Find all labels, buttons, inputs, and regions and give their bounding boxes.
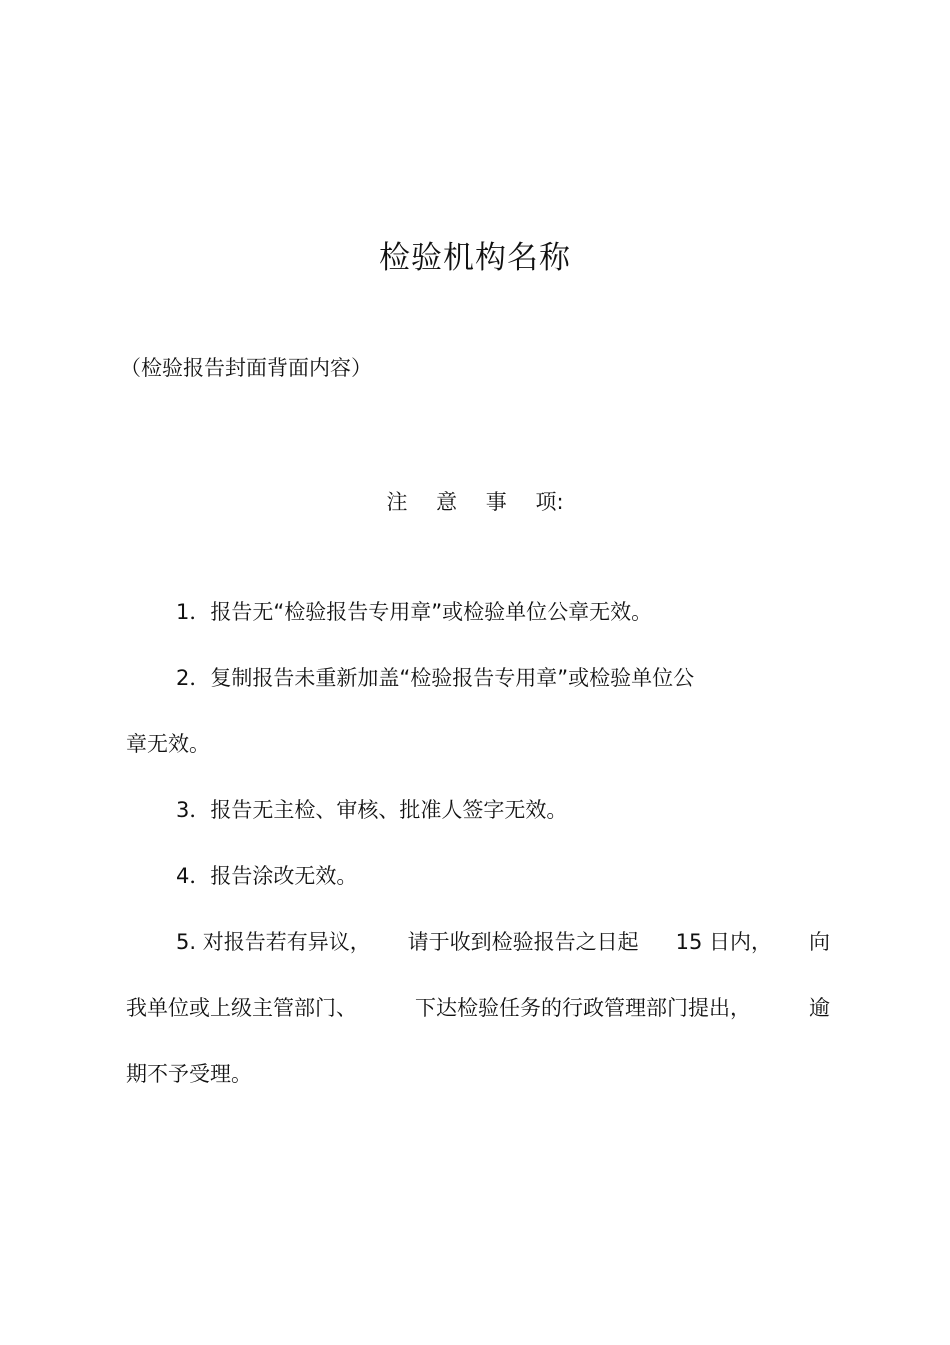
notice-heading: 注 意 事 项: (386, 490, 564, 514)
notice-item-5-line-2 (126, 992, 830, 1022)
notice-item-1: 1．报告无“检验报告专用章”或检验单位公章无效。 (176, 600, 653, 624)
notice-item-5-part: 逾 (809, 996, 830, 1020)
notice-item-4: 4．报告涂改无效。 (176, 864, 358, 888)
notice-item-2-line-1: 2．复制报告未重新加盖“检验报告专用章”或检验单位公 (176, 666, 695, 690)
notice-item-5-part: 下达检验任务的行政管理部门提出， (415, 996, 751, 1020)
notice-item-5-line-1 (176, 926, 830, 956)
notice-item-2-line-2: 章无效。 (126, 732, 210, 756)
notice-item-5-part: 向 (808, 930, 830, 954)
notice-item-5-line-3: 期不予受理。 (126, 1062, 252, 1086)
org-title: 检验机构名称 (379, 240, 571, 276)
notice-item-5-part: 15 日内， (675, 930, 773, 954)
cover-note: （检验报告封面背面内容） (120, 356, 372, 380)
notice-item-5-part: 5. 对报告若有异议， (176, 930, 371, 954)
notice-item-3: 3．报告无主检、审核、批准人签字无效。 (176, 798, 568, 822)
notice-item-5-part: 请于收到检验报告之日起 (407, 930, 639, 954)
notice-item-5-part: 我单位或上级主管部门、 (126, 996, 357, 1020)
